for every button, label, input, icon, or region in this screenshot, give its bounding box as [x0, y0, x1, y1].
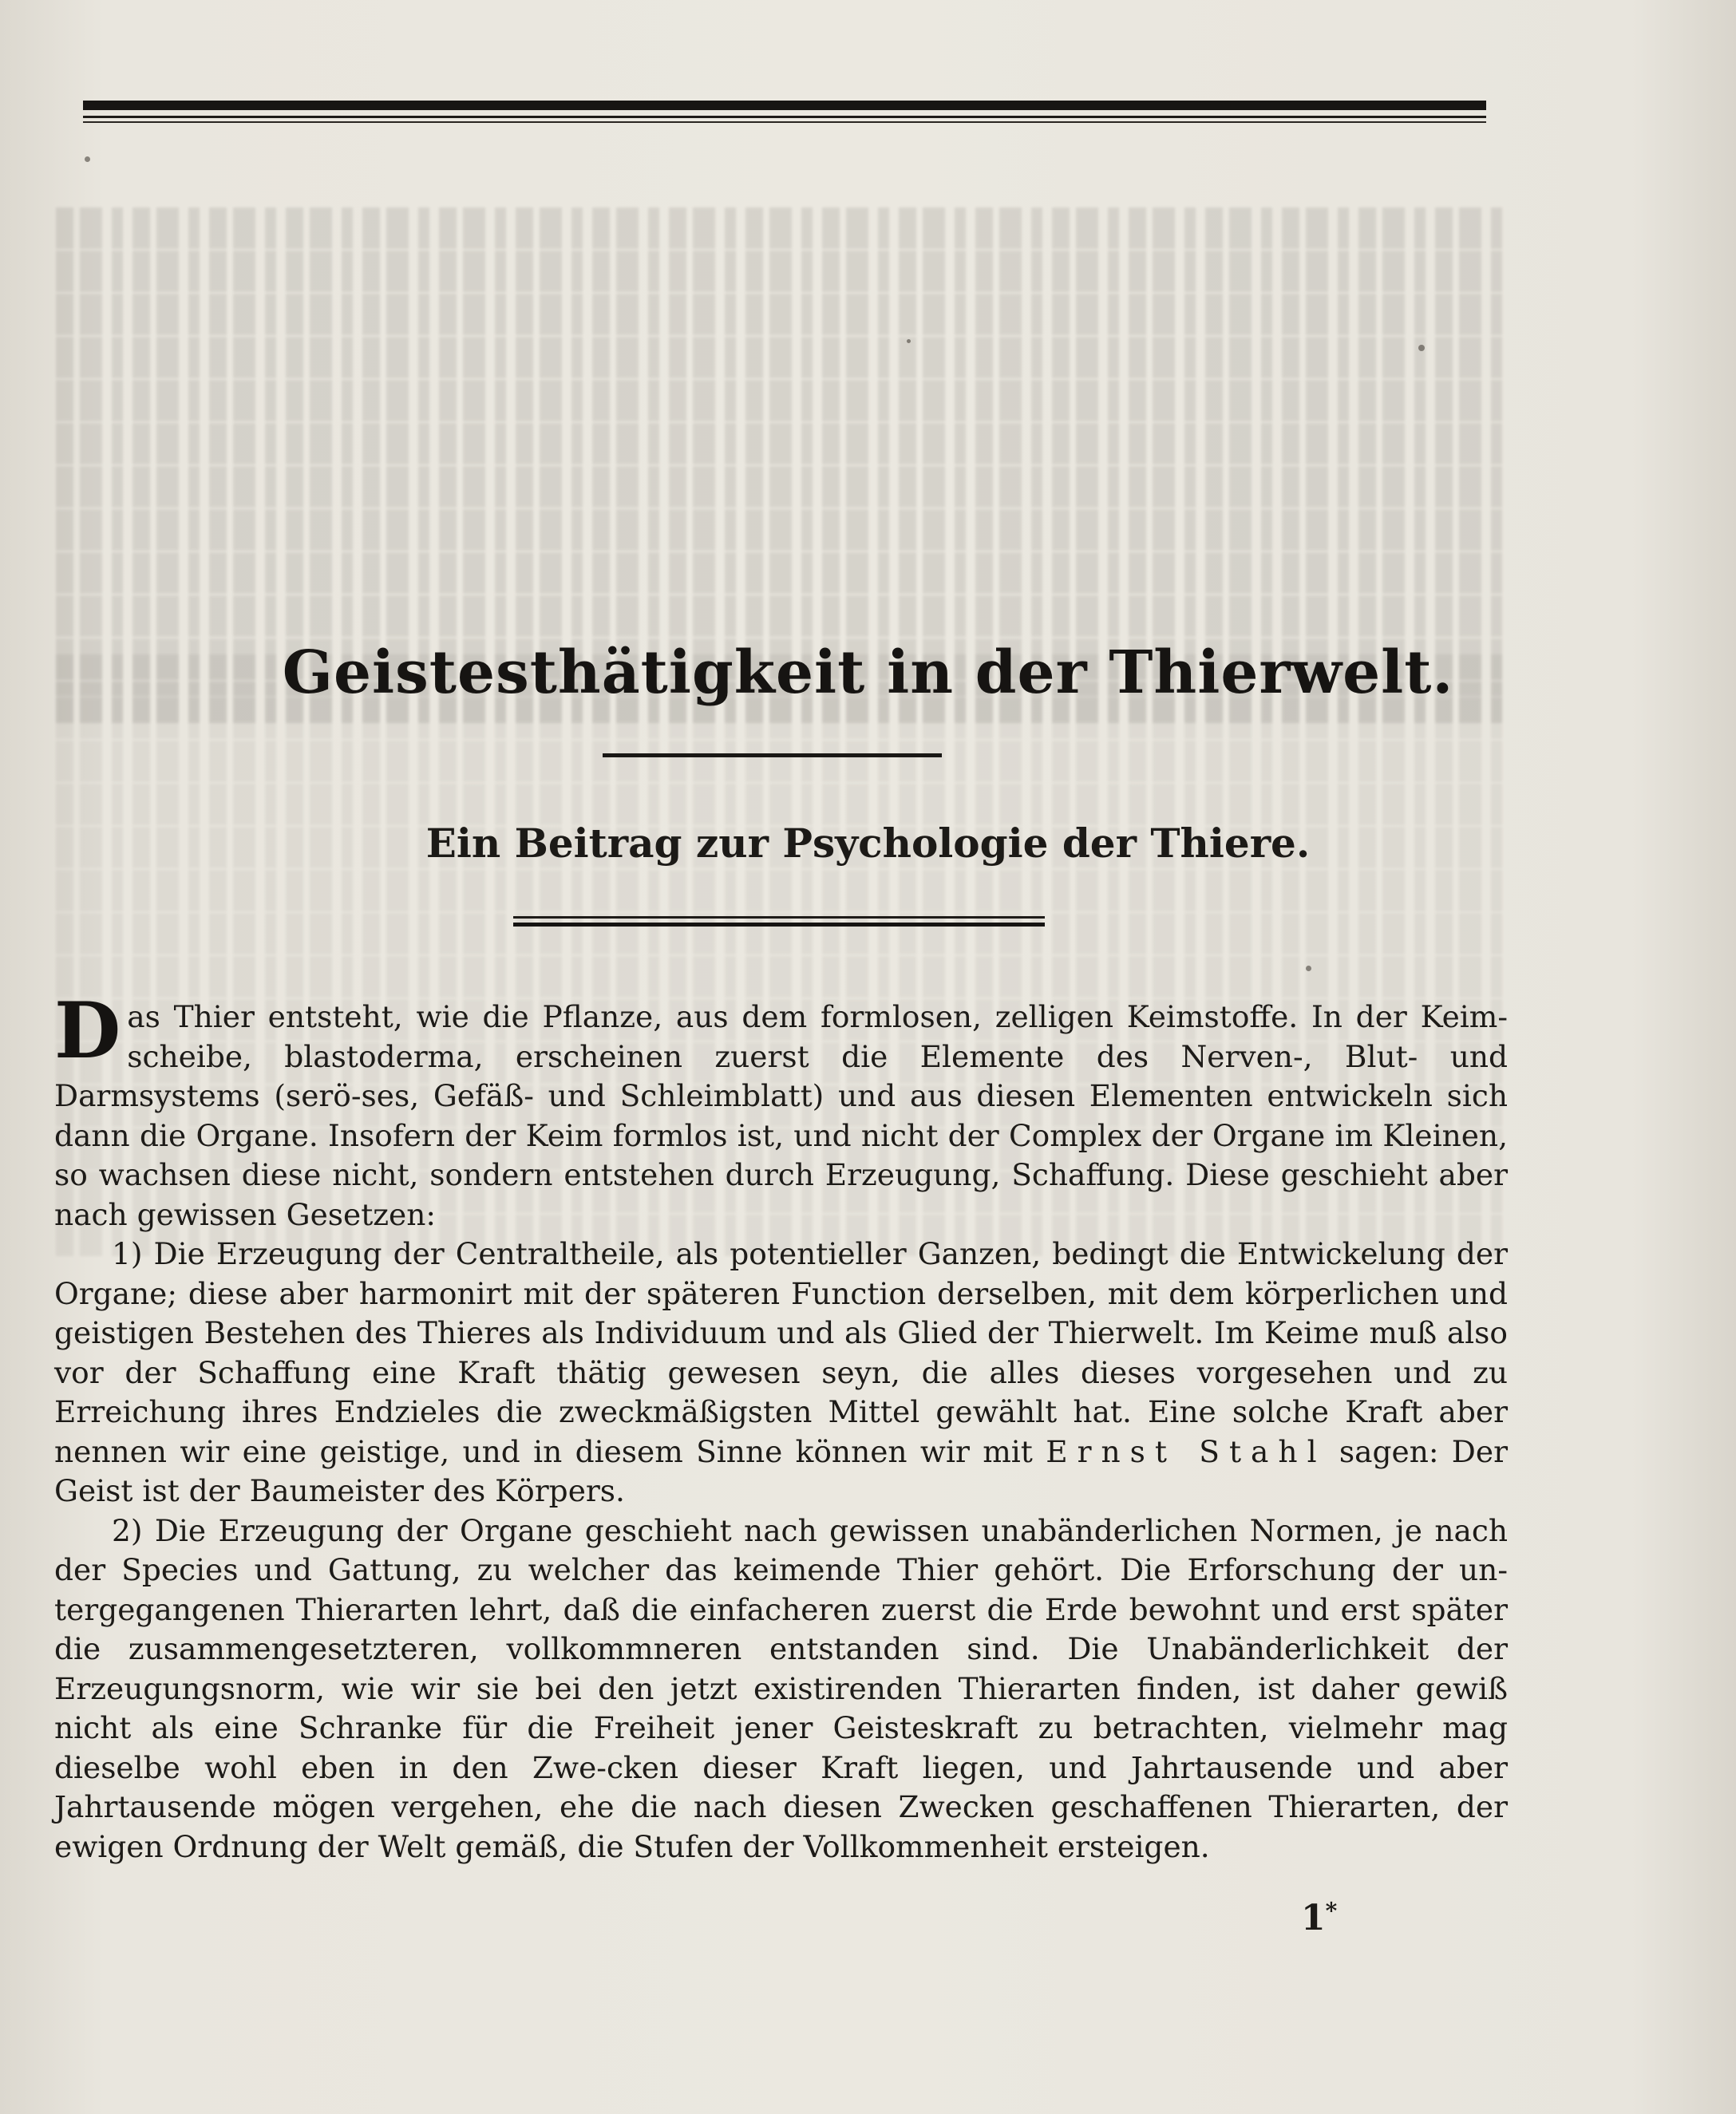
chapter-subtitle: Ein Beitrag zur Psychologie der Thiere. [425, 820, 1311, 867]
intro-paragraph [54, 986, 1508, 1235]
body-text [54, 986, 1508, 1867]
subtitle-divider [513, 916, 1045, 927]
point-1-paragraph [54, 1235, 1508, 1511]
signature-mark [1301, 1898, 1337, 1938]
point-1-text-b: sagen: Der Geist ist der Baumeister des Körpers. [54, 1433, 1508, 1508]
paper-speck [85, 156, 90, 162]
title-divider [603, 753, 942, 757]
paper-speck [1306, 966, 1311, 971]
signature-number: 1 [1301, 1898, 1326, 1938]
drop-cap: D [54, 986, 121, 1076]
header-rule [83, 101, 1486, 124]
paper-speck [1418, 345, 1425, 351]
point-1-text-a: 1) Die Erzeugung der Centraltheile, als potentieller Ganzen, bedingt die Entwickelung der Organe; diese aber harmonirt mit der späteren Function derselben, mit dem körperlichen und geistigen Bestehen des Thieres als Individuum und als Glied der Thierwelt. Im Keime muß also vor der Schaffung eine Kraft thätig gewesen seyn, die alles dieses vorgesehen und zu Erreichung ihres Endzieles die zweckmäßigsten Mittel gewählt hat. Eine solche Kraft aber nennen wir eine geistige, und in diesem Sinne können wir mit [54, 1236, 1508, 1469]
paper-speck [907, 339, 911, 343]
point-2-paragraph: 2) Die Erzeugung der Organe geschieht nach gewissen unabänderlichen Normen, je nach der Species und Gattung, zu welcher das keimende Thier gehört. Die Erforschung der un-tergegangenen Thierarten lehrt, daß die einfacheren zuerst die Erde bewohnt und erst später die zusammengesetzteren, vollkommneren entstanden sind. Die Unabänderlichkeit der Erzeugungsnorm, wie wir sie bei den jetzt existirenden Thierarten finden, ist daher gewiß nicht als eine Schranke für die Freiheit jener Geisteskraft zu betrachten, vielmehr mag dieselbe wohl eben in den Zwe-cken dieser Kraft liegen, und Jahrtausende und aber Jahrtausende mögen vergehen, ehe die nach diesen Zwecken geschaffenen Thierarten, der ewigen Ordnung der Welt gemäß, die Stufen der Vollkommenheit ersteigen. [54, 1512, 1508, 1864]
intro-text: as Thier entsteht, wie die Pflanze, aus dem formlosen, zelligen Keimstoffe. In der Keim-scheibe, blastoderma, erscheinen zuerst die Elemente des Nerven-, Blut- und Darmsystems (serö-ses, Gefäß- und Schleimblatt) und aus diesen Elementen entwickeln sich dann die Organe. Insofern der Keim formlos ist, und nicht der Complex der Organe im Kleinen, so wachsen diese nicht, sondern entstehen durch Erzeugung, Schaffung. Diese geschieht aber nach gewissen Gesetzen: [54, 999, 1508, 1232]
cited-author: Ernst Stahl [1046, 1433, 1327, 1469]
chapter-title: Geistesthätigkeit in der Thierwelt. [282, 638, 1454, 707]
signature-star: * [1325, 1898, 1338, 1924]
